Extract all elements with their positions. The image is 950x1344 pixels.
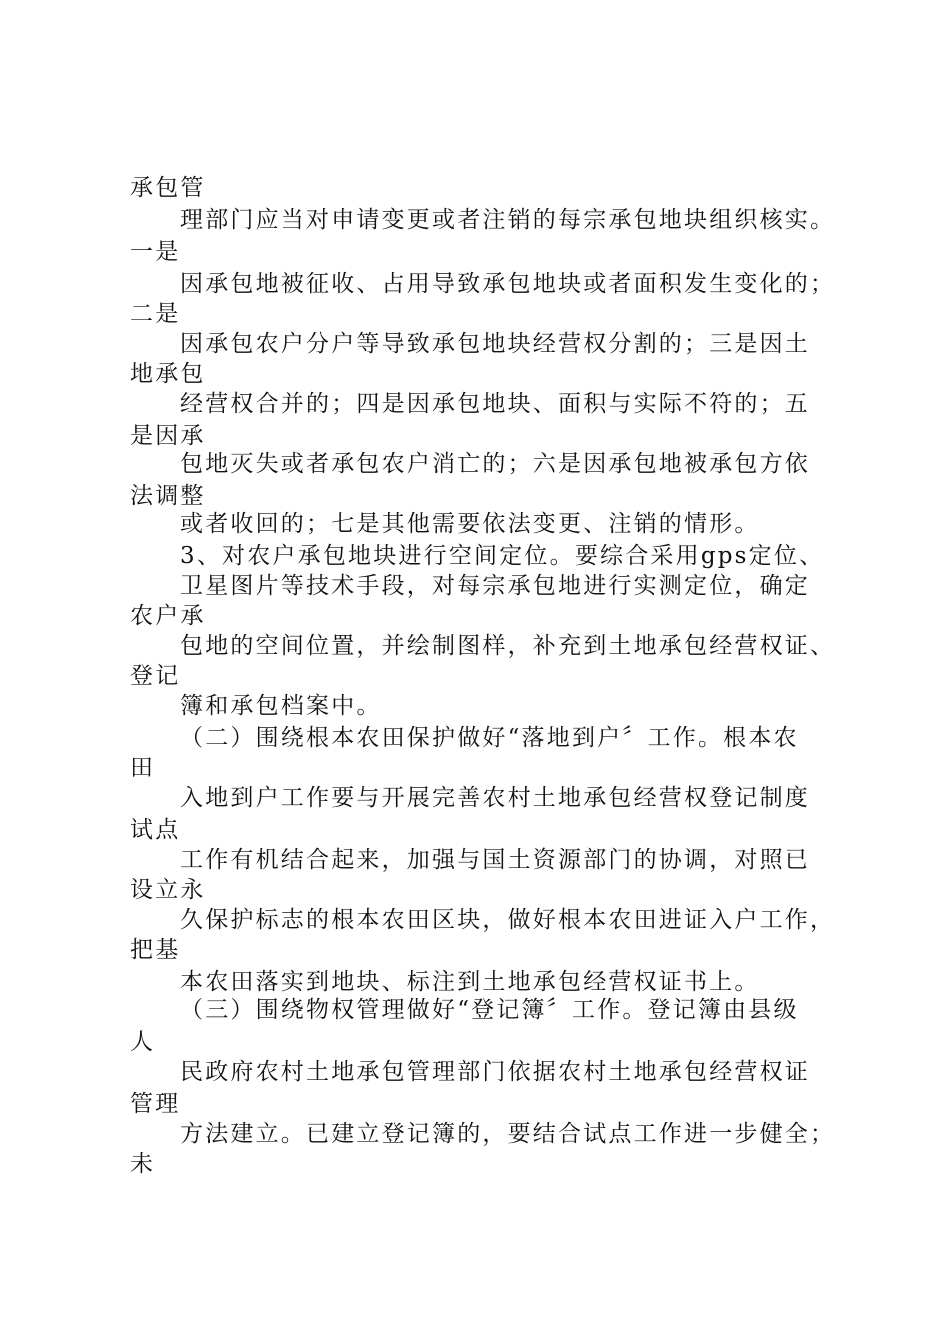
text-line: 经营权合并的；四是因承包地块、面积与实际不符的；五	[180, 391, 810, 417]
text-line: 一是	[130, 239, 181, 265]
text-line: 包地灭失或者承包农户消亡的；六是因承包地被承包方依	[180, 451, 810, 477]
text-line: 方法建立。已建立登记簿的，要结合试点工作进一步健全；	[180, 1121, 836, 1147]
text-line: 管理	[130, 1091, 181, 1117]
text-line: 登记	[130, 663, 181, 689]
text-line: 因承包农户分户等导致承包地块经营权分割的；三是因土	[180, 331, 810, 357]
text-line: （二）围绕根本农田保护做好“落地到户〞工作。根本农	[180, 725, 799, 751]
text-line: 簿和承包档案中。	[180, 693, 382, 719]
text-line: 工作有机结合起来，加强与国土资源部门的协调，对照已	[180, 847, 810, 873]
text-line: 民政府农村土地承包管理部门依据农村土地承包经营权证	[180, 1059, 810, 1085]
text-line: 设立永	[130, 877, 206, 903]
text-line: 是因承	[130, 423, 206, 449]
text-line: 地承包	[130, 361, 206, 387]
text-line: 卫星图片等技术手段，对每宗承包地进行实测定位，确定	[180, 573, 810, 599]
text-line: 承包管	[130, 175, 206, 201]
text-line: 久保护标志的根本农田区块，做好根本农田进证入户工作，	[180, 907, 836, 933]
text-line: 未	[130, 1151, 156, 1177]
text-line: 田	[130, 755, 156, 781]
text-line: 把基	[130, 937, 181, 963]
text-line: 人	[130, 1029, 156, 1055]
text-line: （三）围绕物权管理做好“登记簿〞工作。登记簿由县级	[180, 997, 799, 1023]
text-line: 包地的空间位置，并绘制图样，补充到土地承包经营权证、	[180, 633, 836, 659]
text-line: 因承包地被征收、占用导致承包地块或者面积发生变化的；	[180, 271, 836, 297]
text-line: 3、对农户承包地块进行空间定位。要综合采用gps定位、	[180, 543, 825, 569]
text-line: 二是	[130, 301, 181, 327]
text-line: 本农田落实到地块、标注到土地承包经营权证书上。	[180, 969, 760, 995]
text-line: 法调整	[130, 483, 206, 509]
text-line: 试点	[130, 817, 181, 843]
text-line: 农户承	[130, 603, 206, 629]
text-line: 或者收回的；七是其他需要依法变更、注销的情形。	[180, 511, 760, 537]
text-line: 入地到户工作要与开展完善农村土地承包经营权登记制度	[180, 785, 810, 811]
text-line: 理部门应当对申请变更或者注销的每宗承包地块组织核实。	[180, 207, 836, 233]
